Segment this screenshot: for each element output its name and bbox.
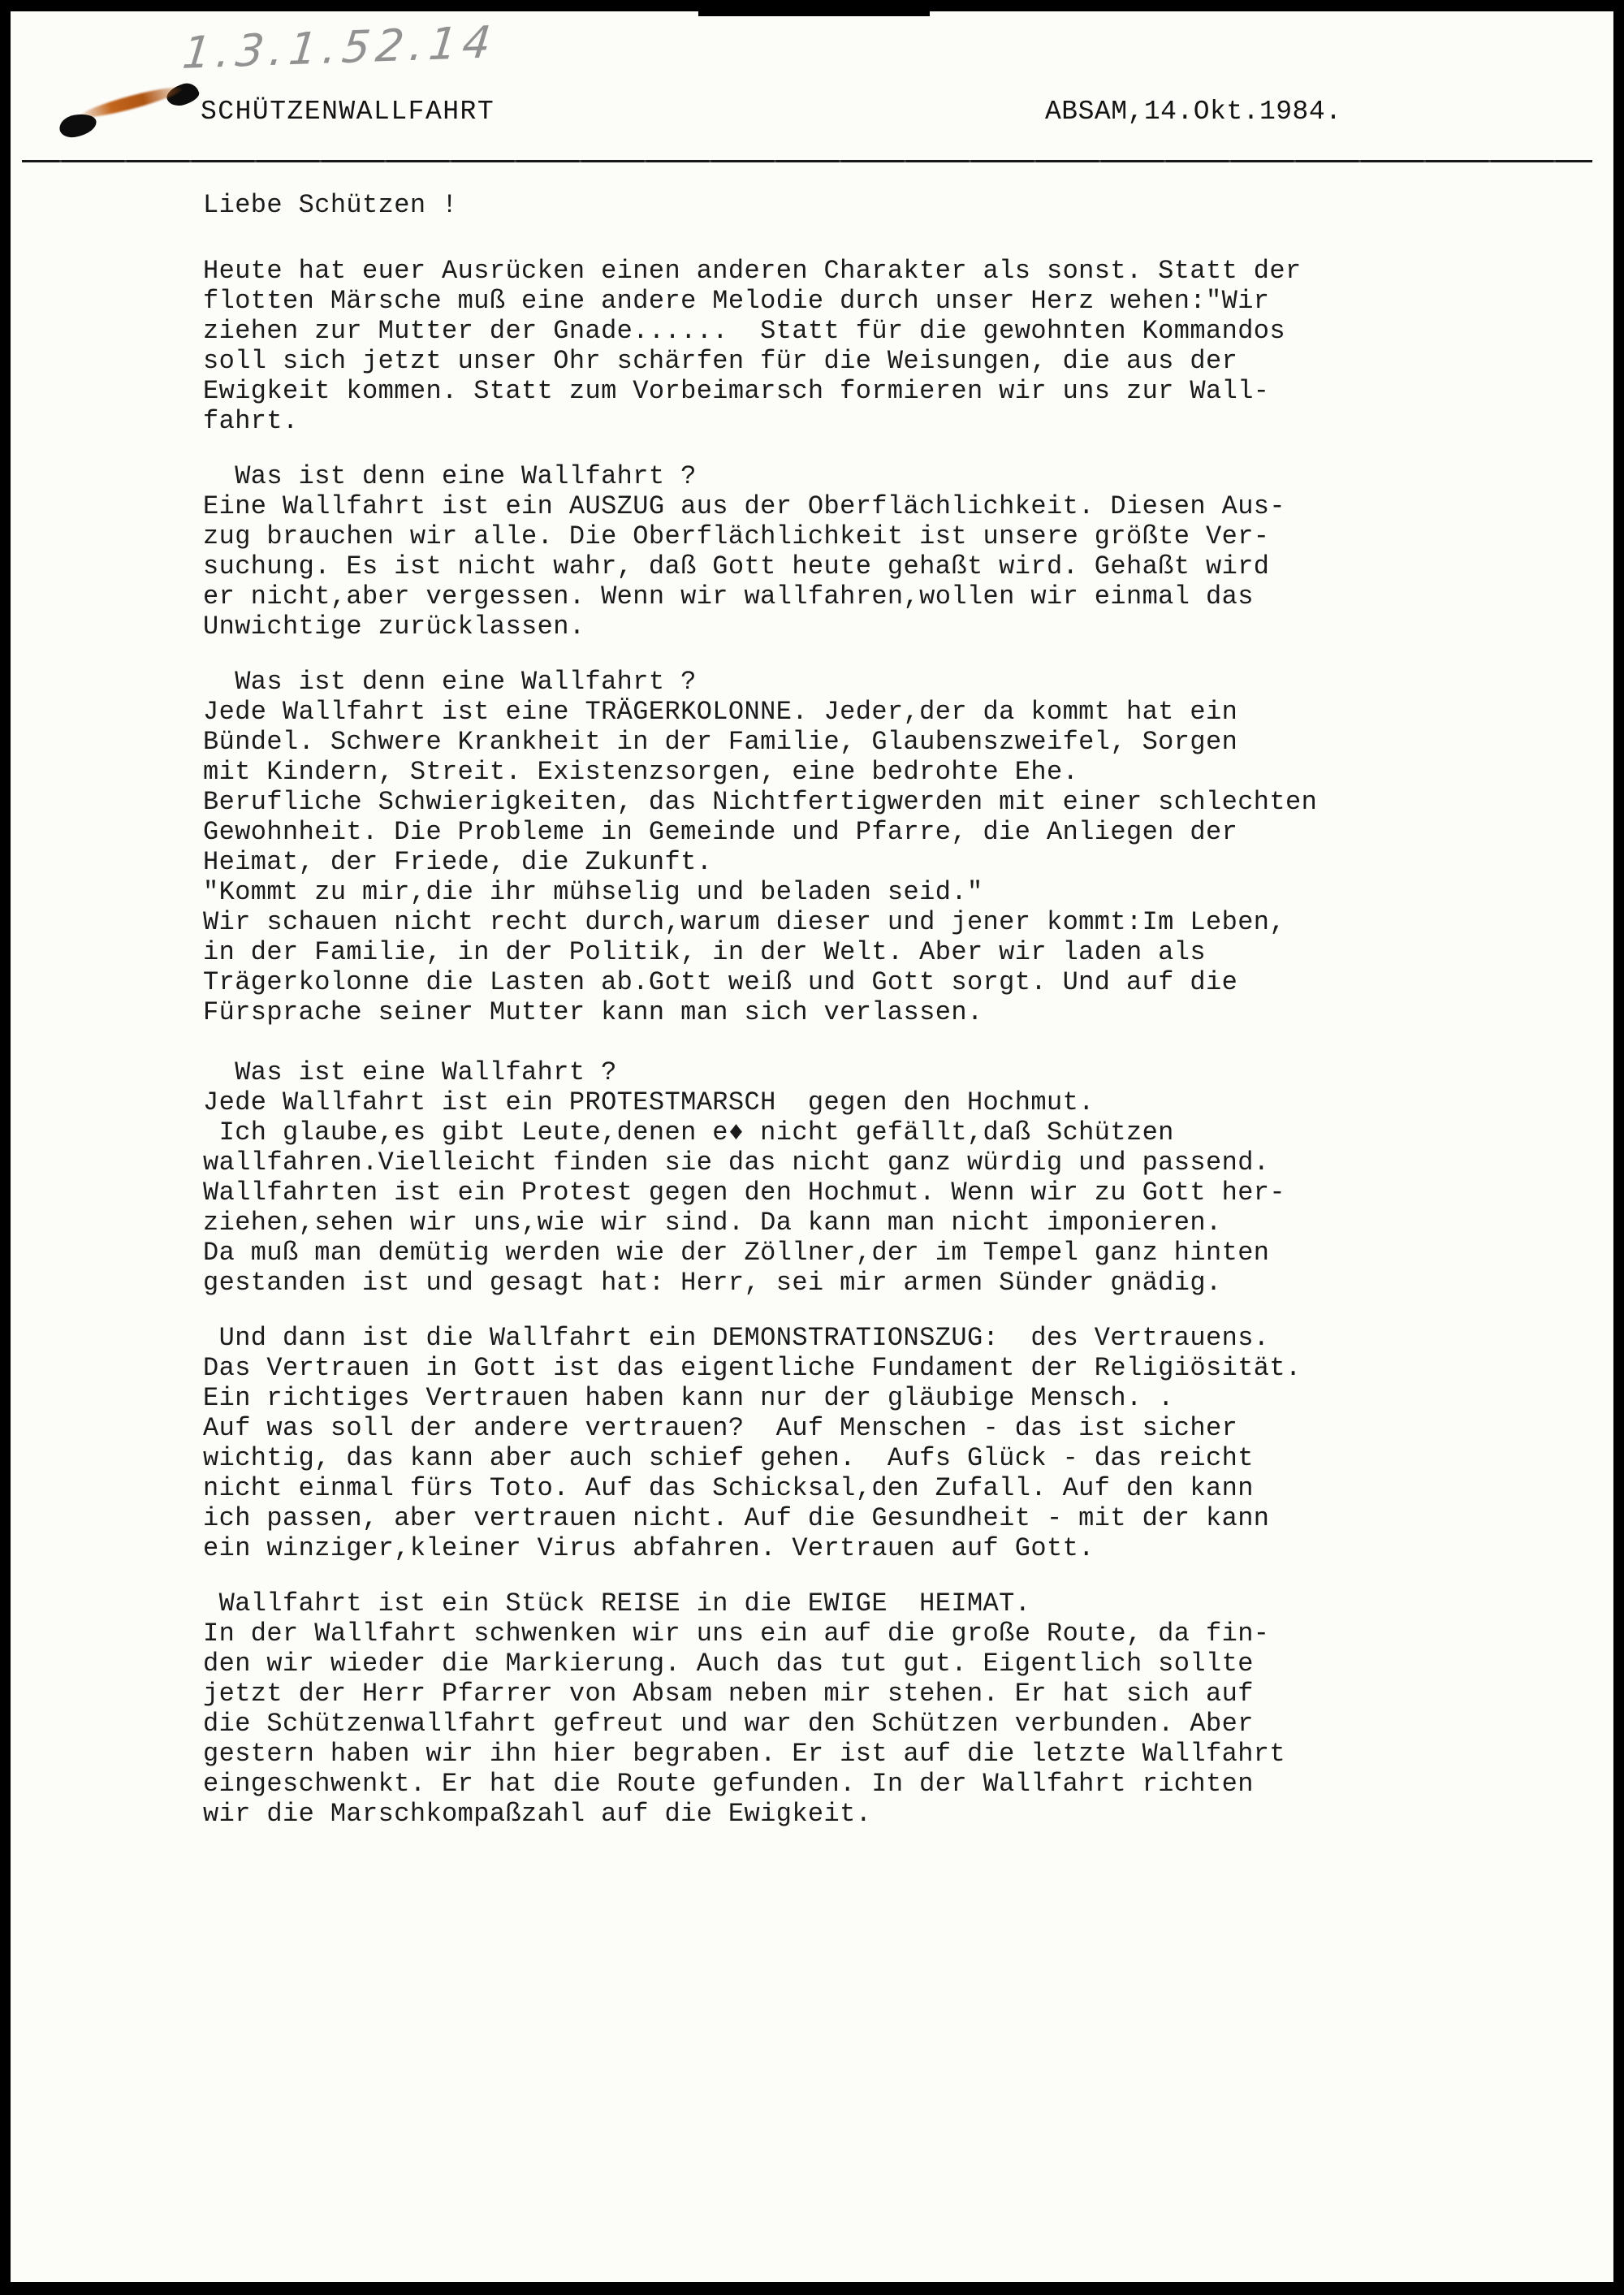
- text-line: Heute hat euer Ausrücken einen anderen Charakter als sonst. Statt der: [203, 256, 1302, 286]
- archive-number-handwritten: 1.3.1.52.14: [179, 16, 499, 79]
- text-line: soll sich jetzt unser Ohr schärfen für die Weisungen, die aus der: [203, 346, 1238, 376]
- text-line: ziehen,sehen wir uns,wie wir sind. Da kann man nicht imponieren.: [203, 1208, 1222, 1238]
- salutation: Liebe Schützen !: [203, 190, 458, 220]
- text-line: wallfahren.Vielleicht finden sie das nicht ganz würdig und passend.: [203, 1148, 1270, 1178]
- text-line: Jede Wallfahrt ist eine TRÄGERKOLONNE. Jeder,der da kommt hat ein: [203, 697, 1238, 727]
- text-line: "Kommt zu mir,die ihr mühselig und beladen seid.": [203, 877, 983, 907]
- text-line: Bündel. Schwere Krankheit in der Familie, Glaubenszweifel, Sorgen: [203, 727, 1238, 757]
- letter-body: [203, 190, 1317, 1854]
- letter-paragraphs: [203, 256, 1317, 1829]
- text-line: Wallfahrten ist ein Protest gegen den Hochmut. Wenn wir zu Gott her-: [203, 1178, 1286, 1208]
- ink-mark: [58, 111, 98, 140]
- document-title: SCHÜTZENWALLFAHRT: [201, 97, 495, 127]
- text-line: zug brauchen wir alle. Die Oberflächlichkeit ist unsere größte Ver-: [203, 521, 1270, 551]
- text-line: in der Familie, in der Politik, in der Welt. Aber wir laden als: [203, 937, 1206, 967]
- text-line: Heimat, der Friede, die Zukunft.: [203, 847, 713, 877]
- text-line: Da muß man demütig werden wie der Zöllner,der im Tempel ganz hinten: [203, 1238, 1270, 1268]
- text-line: suchung. Es ist nicht wahr, daß Gott heute gehaßt wird. Gehaßt wird: [203, 551, 1270, 581]
- text-line: nicht einmal fürs Toto. Auf das Schicksal,den Zufall. Auf den kann: [203, 1473, 1254, 1503]
- text-line: Und dann ist die Wallfahrt ein DEMONSTRATIONSZUG: des Vertrauens.: [203, 1323, 1270, 1353]
- paragraph: [203, 1323, 1317, 1563]
- paragraph: [203, 461, 1317, 642]
- text-line: er nicht,aber vergessen. Wenn wir wallfahren,wollen wir einmal das: [203, 581, 1254, 612]
- text-line: die Schützenwallfahrt gefreut und war den Schützen verbunden. Aber: [203, 1709, 1254, 1739]
- text-line: gestern haben wir ihn hier begraben. Er ist auf die letzte Wallfahrt: [203, 1739, 1286, 1769]
- text-line: Ewigkeit kommen. Statt zum Vorbeimarsch formieren wir uns zur Wall-: [203, 376, 1270, 406]
- text-line: Was ist denn eine Wallfahrt ?: [203, 667, 697, 697]
- text-line: Jede Wallfahrt ist ein PROTESTMARSCH gegen den Hochmut.: [203, 1087, 1095, 1117]
- rust-smudge: [80, 83, 184, 123]
- scan-border-notch: [698, 0, 930, 16]
- text-line: wichtig, das kann aber auch schief gehen. Aufs Glück - das reicht: [203, 1443, 1254, 1473]
- text-line: Ich glaube,es gibt Leute,denen e♦ nicht gefällt,daß Schützen: [203, 1117, 1174, 1148]
- text-line: fahrt.: [203, 406, 299, 436]
- text-line: wir die Marschkompaßzahl auf die Ewigkeit.: [203, 1799, 872, 1829]
- text-line: Berufliche Schwierigkeiten, das Nichtfertigwerden mit einer schlechten: [203, 787, 1318, 817]
- document-date: ABSAM,14.Okt.1984.: [1045, 97, 1342, 127]
- text-line: Wir schauen nicht recht durch,warum dieser und jener kommt:Im Leben,: [203, 907, 1286, 937]
- text-line: Wallfahrt ist ein Stück REISE in die EWIGE HEIMAT.: [203, 1588, 1031, 1619]
- text-line: Trägerkolonne die Lasten ab.Gott weiß und Gott sorgt. Und auf die: [203, 967, 1238, 997]
- text-line: ein winziger,kleiner Virus abfahren. Vertrauen auf Gott.: [203, 1533, 1095, 1563]
- text-line: Was ist eine Wallfahrt ?: [203, 1057, 617, 1087]
- text-line: jetzt der Herr Pfarrer von Absam neben mir stehen. Er hat sich auf: [203, 1679, 1254, 1709]
- text-line: Fürsprache seiner Mutter kann man sich verlassen.: [203, 997, 983, 1027]
- text-line: ziehen zur Mutter der Gnade...... Statt für die gewohnten Kommandos: [203, 316, 1286, 346]
- text-line: eingeschwenkt. Er hat die Route gefunden. In der Wallfahrt richten: [203, 1769, 1254, 1799]
- header-divider: [22, 160, 1592, 162]
- letter-page: [11, 11, 1613, 2282]
- text-line: Das Vertrauen in Gott ist das eigentliche Fundament der Religiösität.: [203, 1353, 1302, 1383]
- text-line: ich passen, aber vertrauen nicht. Auf die Gesundheit - mit der kann: [203, 1503, 1270, 1533]
- text-line: Was ist denn eine Wallfahrt ?: [203, 461, 697, 491]
- text-line: Eine Wallfahrt ist ein AUSZUG aus der Oberflächlichkeit. Diesen Aus-: [203, 491, 1286, 521]
- paragraph: [203, 1057, 1317, 1298]
- paragraph: [203, 256, 1317, 436]
- text-line: mit Kindern, Streit. Existenzsorgen, eine bedrohte Ehe.: [203, 757, 1079, 787]
- text-line: Gewohnheit. Die Probleme in Gemeinde und Pfarre, die Anliegen der: [203, 817, 1238, 847]
- text-line: In der Wallfahrt schwenken wir uns ein auf die große Route, da fin-: [203, 1619, 1270, 1649]
- text-line: Ein richtiges Vertrauen haben kann nur der gläubige Mensch. .: [203, 1383, 1174, 1413]
- text-line: Unwichtige zurücklassen.: [203, 612, 585, 642]
- text-line: Auf was soll der andere vertrauen? Auf Menschen - das ist sicher: [203, 1413, 1238, 1443]
- text-line: flotten Märsche muß eine andere Melodie durch unser Herz wehen:"Wir: [203, 286, 1270, 316]
- text-line: gestanden ist und gesagt hat: Herr, sei mir armen Sünder gnädig.: [203, 1268, 1222, 1298]
- paragraph: [203, 667, 1317, 1027]
- text-line: den wir wieder die Markierung. Auch das tut gut. Eigentlich sollte: [203, 1649, 1254, 1679]
- paragraph: [203, 1588, 1317, 1829]
